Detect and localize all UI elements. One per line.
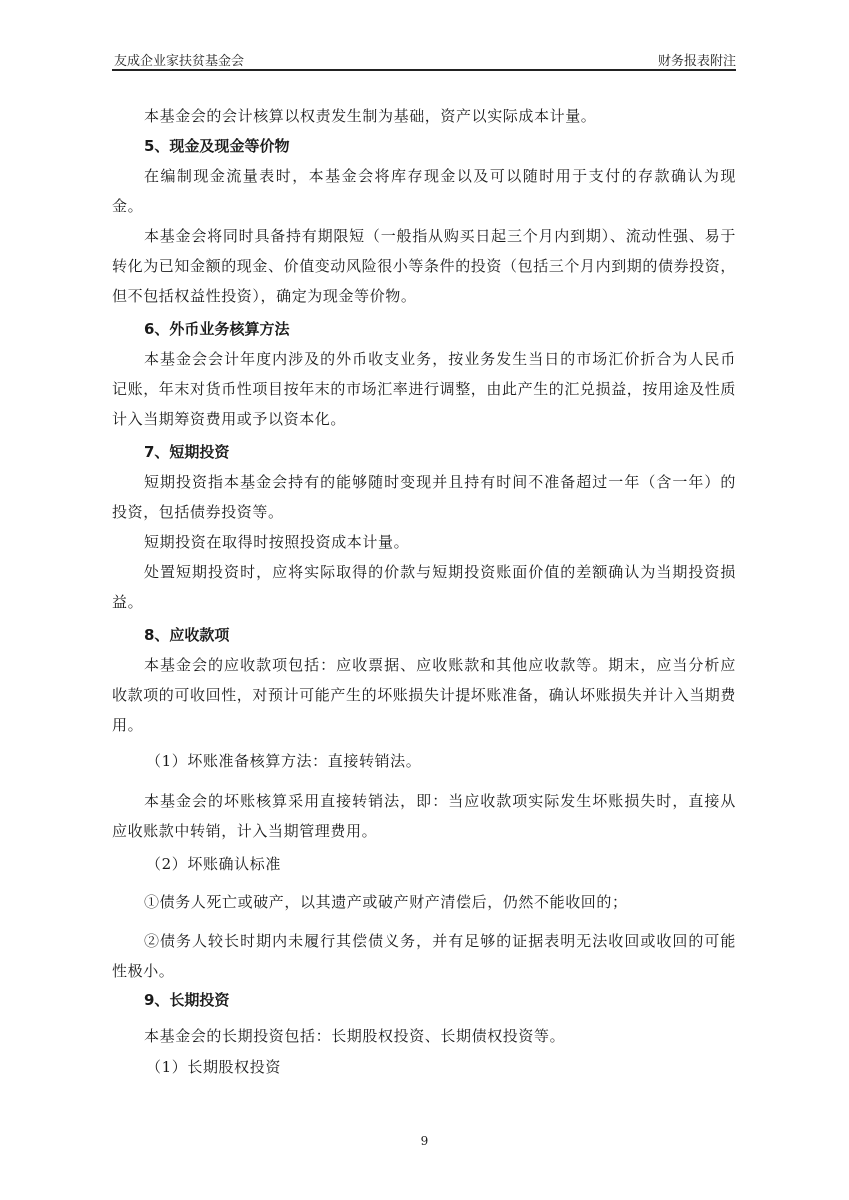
header-rule bbox=[112, 69, 736, 71]
section-6-paragraph-1: 本基金会会计年度内涉及的外币收支业务，按业务发生当日的市场汇价折合为人民币记账，年末对货币性项目按年末的市场汇率进行调整，由此产生的汇兑损益，按用途及性质计入当期筹资费用或予以资本化。 bbox=[112, 350, 737, 428]
page-number: 9 bbox=[420, 1134, 429, 1148]
section-5-paragraph-2: 本基金会将同时具备持有期限短（一般指从购买日起三个月内到期）、流动性强、易于转化为已知金额的现金、价值变动风险很小等条件的投资（包括三个月内到期的债券投资，但不包括权益性投资），确定为现金等价物。 bbox=[112, 227, 737, 305]
section-8-item-2: （2）坏账确认标准 bbox=[146, 855, 281, 873]
header-document-title: 财务报表附注 bbox=[657, 54, 736, 69]
page-header bbox=[112, 50, 736, 70]
section-6-heading: 6、外币业务核算方法 bbox=[144, 320, 290, 338]
section-7-paragraph-3: 处置短期投资时，应将实际取得的价款与短期投资账面价值的差额确认为当期投资损益。 bbox=[112, 563, 736, 611]
section-8-criterion-1: ①债务人死亡或破产，以其遗产或破产财产清偿后，仍然不能收回的； bbox=[144, 893, 628, 911]
section-7-heading: 7、短期投资 bbox=[144, 443, 230, 461]
section-9-item-1: （1）长期股权投资 bbox=[146, 1058, 281, 1076]
section-8-paragraph-1: 本基金会的应收款项包括：应收票据、应收账款和其他应收款等。期末，应当分析应收款项的可收回性，对预计可能产生的坏账损失计提坏账准备，确认坏账损失并计入当期费用。 bbox=[112, 656, 737, 734]
header-organization: 友成企业家扶贫基金会 bbox=[114, 54, 245, 69]
intro-paragraph: 本基金会的会计核算以权责发生制为基础，资产以实际成本计量。 bbox=[144, 107, 597, 125]
section-8-heading: 8、应收款项 bbox=[144, 626, 230, 644]
section-7-paragraph-1: 短期投资指本基金会持有的能够随时变现并且持有时间不准备超过一年（含一年）的投资，包括债券投资等。 bbox=[112, 473, 736, 521]
section-8-item-1: （1）坏账准备核算方法：直接转销法。 bbox=[146, 752, 422, 770]
section-9-paragraph-1: 本基金会的长期投资包括：长期股权投资、长期债权投资等。 bbox=[144, 1027, 566, 1045]
section-8-paragraph-2: 本基金会的坏账核算采用直接转销法，即：当应收款项实际发生坏账损失时，直接从应收账款中转销，计入当期管理费用。 bbox=[112, 792, 736, 840]
section-7-paragraph-2: 短期投资在取得时按照投资成本计量。 bbox=[144, 533, 410, 551]
section-9-heading: 9、长期投资 bbox=[144, 991, 230, 1009]
section-5-paragraph-1: 在编制现金流量表时，本基金会将库存现金以及可以随时用于支付的存款确认为现金。 bbox=[112, 167, 736, 215]
section-8-criterion-2: ②债务人较长时期内未履行其偿债义务，并有足够的证据表明无法收回或收回的可能性极小。 bbox=[112, 932, 736, 980]
section-5-heading: 5、现金及现金等价物 bbox=[144, 137, 290, 155]
